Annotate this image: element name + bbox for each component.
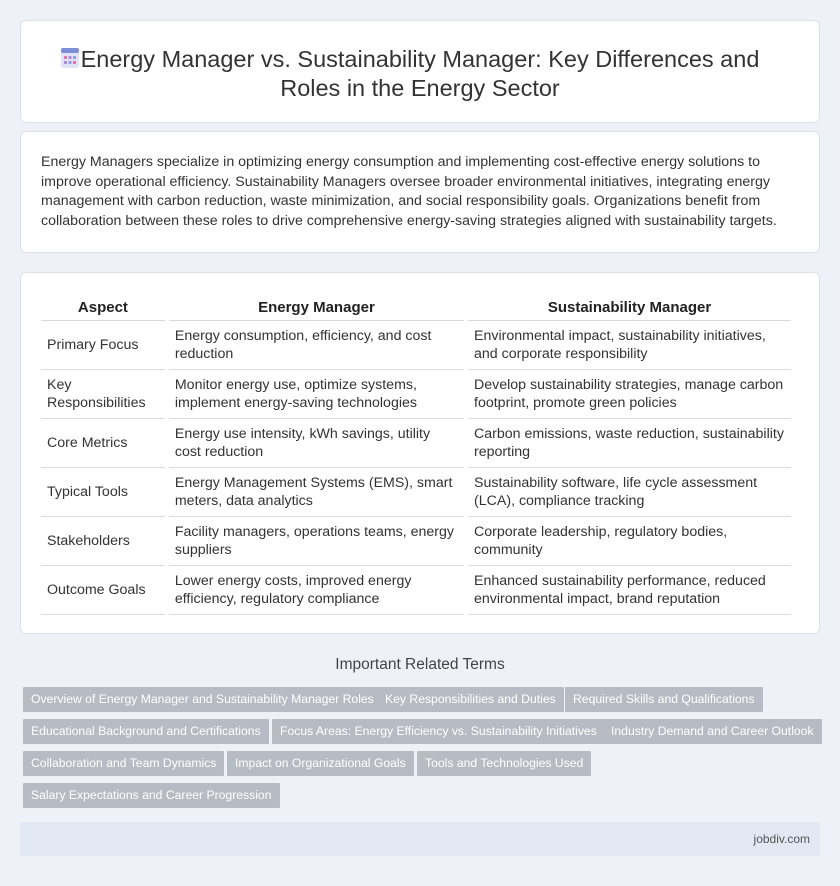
table-row: [41, 321, 791, 370]
column-header-sustainability-manager: Sustainability Manager: [468, 295, 791, 321]
related-term-tag[interactable]: Focus Areas: Energy Efficiency vs. Sustainability Initiatives: [272, 719, 605, 744]
row-aspect: Stakeholders: [41, 517, 165, 566]
row-sustainability-manager: Carbon emissions, waste reduction, sustainability reporting: [468, 419, 791, 468]
row-sustainability-manager: Develop sustainability strategies, manage carbon footprint, promote green policies: [468, 370, 791, 419]
related-term-tag[interactable]: Required Skills and Qualifications: [565, 687, 763, 712]
related-term-tag[interactable]: Salary Expectations and Career Progression: [23, 783, 280, 808]
row-energy-manager: Lower energy costs, improved energy efficiency, regulatory compliance: [169, 566, 464, 615]
related-term-tag[interactable]: Impact on Organizational Goals: [227, 751, 414, 776]
row-energy-manager: Energy Management Systems (EMS), smart meters, data analytics: [169, 468, 464, 517]
row-aspect: Outcome Goals: [41, 566, 165, 615]
comparison-table: [37, 295, 795, 615]
column-header-energy-manager: Energy Manager: [169, 295, 464, 321]
intro-card: [20, 131, 820, 253]
row-sustainability-manager: Corporate leadership, regulatory bodies, community: [468, 517, 791, 566]
row-sustainability-manager: Enhanced sustainability performance, reduced environmental impact, brand reputation: [468, 566, 791, 615]
row-aspect: Key Responsibilities: [41, 370, 165, 419]
row-sustainability-manager: Environmental impact, sustainability initiatives, and corporate responsibility: [468, 321, 791, 370]
related-term-tag[interactable]: Overview of Energy Manager and Sustainability Manager Roles: [23, 687, 382, 712]
table-row: [41, 419, 791, 468]
page-title-line1: Energy Manager vs. Sustainability Manager: Key Differences and: [80, 46, 760, 72]
row-energy-manager: Energy use intensity, kWh savings, utility cost reduction: [169, 419, 464, 468]
table-row: [41, 370, 791, 419]
related-term-tag[interactable]: Collaboration and Team Dynamics: [23, 751, 224, 776]
row-energy-manager: Facility managers, operations teams, energy suppliers: [169, 517, 464, 566]
row-energy-manager: Energy consumption, efficiency, and cost reduction: [169, 321, 464, 370]
table-row: [41, 517, 791, 566]
comparison-table-card: [20, 272, 820, 634]
related-terms-heading: Important Related Terms: [335, 656, 505, 673]
table-row: [41, 566, 791, 615]
related-term-tag[interactable]: Industry Demand and Career Outlook: [603, 719, 822, 744]
title-card: [20, 20, 820, 123]
row-energy-manager: Monitor energy use, optimize systems, implement energy-saving technologies: [169, 370, 464, 419]
row-aspect: Typical Tools: [41, 468, 165, 517]
footer: [20, 822, 820, 856]
footer-site-link[interactable]: jobdiv.com: [753, 832, 810, 846]
related-term-tag[interactable]: Educational Background and Certifications: [23, 719, 269, 744]
row-aspect: Core Metrics: [41, 419, 165, 468]
row-sustainability-manager: Sustainability software, life cycle assessment (LCA), compliance tracking: [468, 468, 791, 517]
related-term-tag[interactable]: Key Responsibilities and Duties: [377, 687, 564, 712]
column-header-aspect: Aspect: [41, 295, 165, 321]
table-header-row: [41, 295, 791, 321]
table-row: [41, 468, 791, 517]
page-title: [21, 45, 819, 103]
intro-paragraph: Energy Managers specialize in optimizing energy consumption and implementing cost-effective energy solutions to improve operational efficiency. Sustainability Managers oversee broader environmental initiatives, integrating energy management with carbon reduction, waste minimization, and social responsibility goals. Organizations benefit from collaboration between these roles to drive comprehensive energy-saving strategies aligned with sustainability targets.: [41, 154, 777, 229]
related-term-tag[interactable]: Tools and Technologies Used: [417, 751, 591, 776]
row-aspect: Primary Focus: [41, 321, 165, 370]
page-title-line2: Roles in the Energy Sector: [280, 75, 560, 101]
